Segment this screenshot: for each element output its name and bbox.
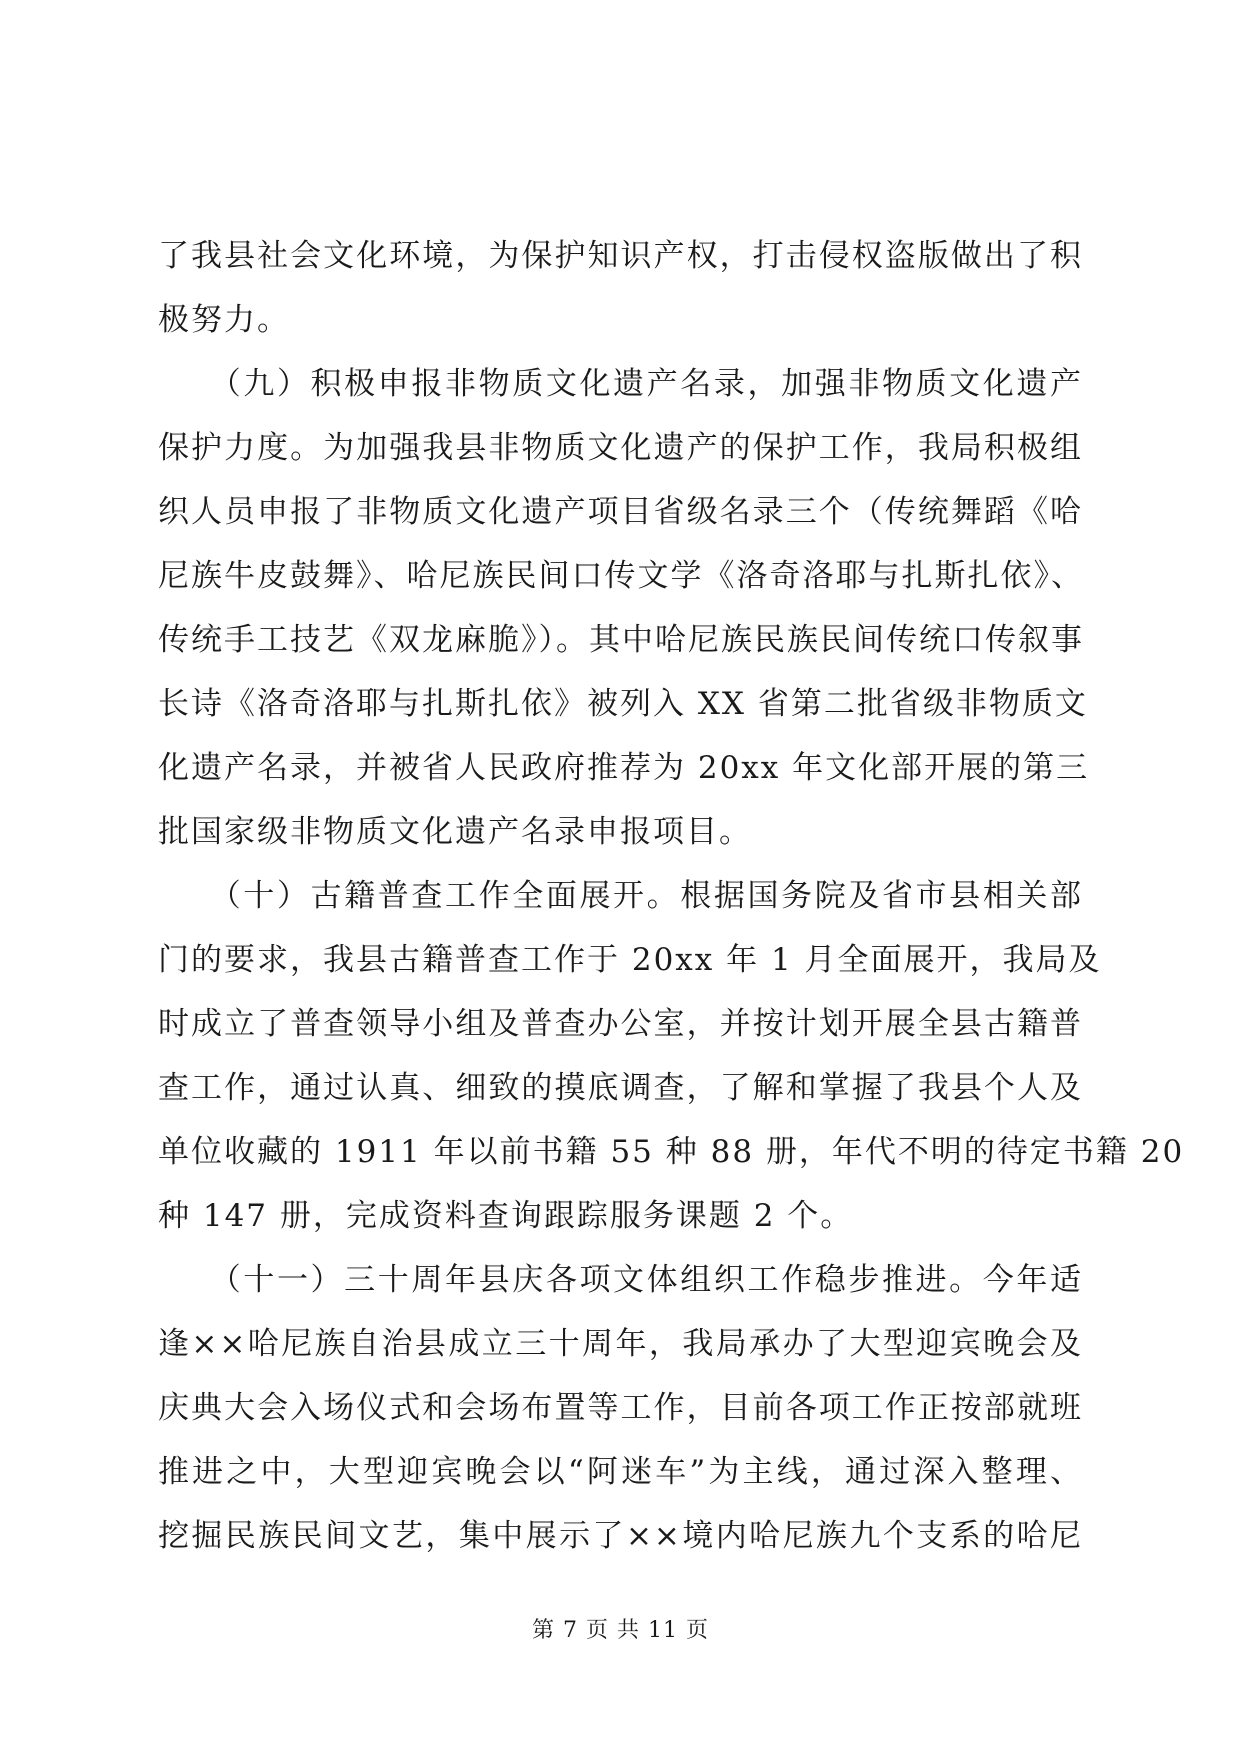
text-line: 查工作，通过认真、细致的摸底调查，了解和掌握了我县个人及 xyxy=(158,1070,1083,1106)
text-line: 挖掘民族民间文艺，集中展示了××境内哈尼族九个支系的哈尼 xyxy=(158,1518,1083,1554)
text-line: 传统手工技艺《双龙麻脆》）。其中哈尼族民族民间传统口传叙事 xyxy=(158,622,1084,658)
text-line: 推进之中，大型迎宾晚会以“阿迷车”为主线，通过深入整理、 xyxy=(158,1454,1083,1490)
text-line: 化遗产名录，并被省人民政府推荐为 20xx 年文化部开展的第三 xyxy=(158,750,1090,786)
text-line: 长诗《洛奇洛耶与扎斯扎依》被列入 XX 省第二批省级非物质文 xyxy=(158,686,1088,722)
text-line: （九）积极申报非物质文化遗产名录，加强非物质文化遗产 xyxy=(158,366,1083,402)
text-line: 织人员申报了非物质文化遗产项目省级名录三个（传统舞蹈《哈 xyxy=(158,494,1083,530)
text-line: 尼族牛皮鼓舞》、哈尼族民间口传文学《洛奇洛耶与扎斯扎依》、 xyxy=(158,558,1084,594)
text-line: 批国家级非物质文化遗产名录申报项目。 xyxy=(158,814,752,850)
text-line: （十一）三十周年县庆各项文体组织工作稳步推进。今年适 xyxy=(158,1262,1083,1298)
text-line: 门的要求，我县古籍普查工作于 20xx 年 1 月全面展开，我局及 xyxy=(158,942,1102,978)
text-line: 逢××哈尼族自治县成立三十周年，我局承办了大型迎宾晚会及 xyxy=(158,1326,1083,1362)
text-line: 单位收藏的 1911 年以前书籍 55 种 88 册，年代不明的待定书籍 20 xyxy=(158,1134,1185,1170)
text-line: 种 147 册，完成资料查询跟踪服务课题 2 个。 xyxy=(158,1198,854,1234)
text-line: 保护力度。为加强我县非物质文化遗产的保护工作，我局积极组 xyxy=(158,430,1083,466)
text-line: 时成立了普查领导小组及普查办公室，并按计划开展全县古籍普 xyxy=(158,1006,1083,1042)
text-line: （十）古籍普查工作全面展开。根据国务院及省市县相关部 xyxy=(158,878,1083,914)
text-line: 极努力。 xyxy=(158,302,290,338)
text-line: 了我县社会文化环境，为保护知识产权，打击侵权盗版做出了积 xyxy=(158,238,1083,274)
document-body xyxy=(158,224,1185,1568)
page-number: 第 7 页 共 11 页 xyxy=(532,1618,709,1643)
text-line: 庆典大会入场仪式和会场布置等工作，目前各项工作正按部就班 xyxy=(158,1390,1083,1426)
page-footer xyxy=(0,1613,1241,1644)
